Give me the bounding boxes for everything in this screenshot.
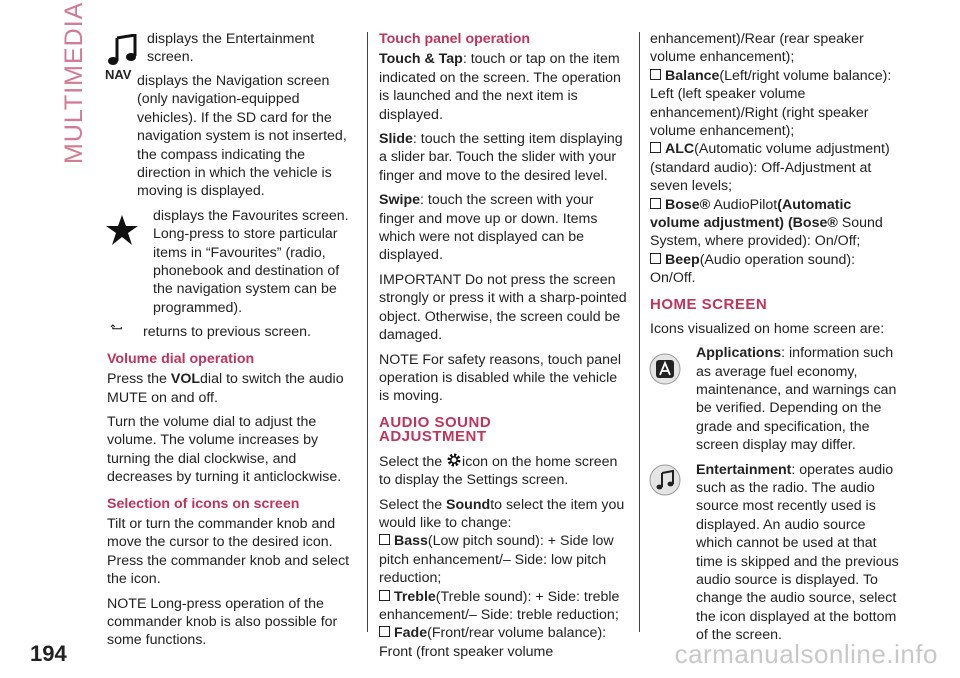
- nav-label: NAV: [105, 67, 132, 82]
- column-1: [107, 30, 350, 656]
- watermark: carmanualsonline.info: [674, 639, 938, 669]
- touch-heading: Touch panel operation: [379, 31, 531, 47]
- section-title: MULTIMEDIA: [60, 1, 88, 164]
- entertainment-home-item: [650, 461, 900, 645]
- music-note-icon: [105, 34, 139, 68]
- fade-continued: enhancement)/Rear (rear speaker volume enhancement);: [650, 31, 864, 66]
- entertainment-home-desc: Entertainment: operates audio such as the radio. The audio source most recently used is displayed. An audio source which cannot be used at that time is skipped and the previous audio source is displayed. To change the audio source, select the icon displayed at the bottom of the screen.: [696, 461, 899, 644]
- home-intro: Icons visualized on home screen are:: [650, 320, 885, 337]
- safety-note: NOTE For safety reasons, touch panel operation is disabled while the vehicle is moving.: [379, 351, 622, 405]
- select-paragraph: Select the icon on the home screen to display the Settings screen.: [379, 453, 618, 489]
- column-divider: [639, 32, 640, 632]
- back-arrow-icon: [105, 324, 131, 340]
- entertainment-icon: [648, 463, 682, 497]
- back-desc: returns to previous screen.: [143, 324, 311, 341]
- balance-item: Balance(Left/right volume balance): Left (left speaker volume enhancement)/Right (right speaker volume enhancement);: [650, 67, 892, 140]
- volume-p1: Press the VOLdial to switch the audio MUTE on and off.: [107, 371, 344, 406]
- entertainment-desc: displays the Entertainment screen.: [147, 31, 315, 66]
- selection-heading: Selection of icons on screen: [107, 495, 300, 512]
- beep-item: Beep(Audio operation sound): On/Off.: [650, 251, 856, 287]
- back-item: [107, 323, 350, 341]
- home-heading: HOME SCREEN: [650, 295, 768, 313]
- column-3: [650, 30, 900, 651]
- alc-item: ALC(Automatic volume adjustment) (standard audio): Off-Adjustment at seven levels;: [650, 141, 890, 195]
- page-number: 194: [30, 641, 67, 666]
- applications-desc: Applications: information such as average fuel economy, maintenance, and warnings can be verified. Depending on the grade and specification, the screen display may differ.: [696, 345, 897, 454]
- swipe-paragraph: Swipe: touch the screen with your finger and move up or down. Items which were not displayed can be displayed.: [379, 192, 598, 264]
- tap-paragraph: Touch & Tap: touch or tap on the item indicated on the screen. The operation is launched and the next item is displayed.: [379, 51, 621, 123]
- nav-desc: displays the Navigation screen (only navigation-equipped vehicles). If the SD card for the navigation system is not inserted, the compass indicating the direction in which the vehicle is moving is displayed.: [137, 73, 347, 200]
- column-2: [379, 30, 629, 667]
- gear-icon: [446, 452, 462, 468]
- selection-p2: NOTE Long-press operation of the commander knob is also possible for some functions.: [107, 595, 338, 649]
- favourites-desc: displays the Favourites screen. Long-press to store particular items in “Favourites” (radio, phonebook and destination of the navigation system can be programmed).: [153, 207, 349, 316]
- volume-heading: Volume dial operation: [107, 350, 255, 367]
- volume-p2: Turn the volume dial to adjust the volume. The volume increases by turning the dial clockwise, and decreases by turning it anticlockwise.: [107, 413, 342, 486]
- applications-item: [650, 344, 900, 454]
- applications-icon: [648, 352, 682, 386]
- slide-paragraph: Slide: touch the setting item displaying a slider bar. Touch the slider with your finger and move to the desired level.: [379, 131, 623, 184]
- favourites-item: [107, 207, 350, 317]
- audio-heading: AUDIO SOUND ADJUSTMENT: [379, 413, 492, 445]
- entertainment-item: [105, 30, 350, 82]
- star-icon: [105, 213, 139, 247]
- important-note: IMPORTANT Do not press the screen strongly or press it with a sharp-pointed object. Otherwise, the screen could be damaged.: [379, 271, 627, 344]
- column-divider: [367, 32, 368, 632]
- selection-p1: Tilt or turn the commander knob and move the cursor to the desired icon. Press the commander knob and select the icon.: [107, 515, 350, 588]
- treble-item: Treble(Treble sound): + Side: treble enhancement/– Side: treble reduction;: [379, 588, 620, 623]
- bose-item: Bose® AudioPilot(Automatic volume adjustment) (Bose® Sound System, where provided): On/Off;: [650, 196, 883, 250]
- bass-item: Bass(Low pitch sound): + Side low pitch enhancement/– Side: low pitch reduction;: [379, 533, 614, 587]
- select2-paragraph: Select the Soundto select the item you would like to change:: [379, 496, 625, 531]
- fade-item: Fade(Front/rear volume balance): Front (front speaker volume: [379, 625, 607, 660]
